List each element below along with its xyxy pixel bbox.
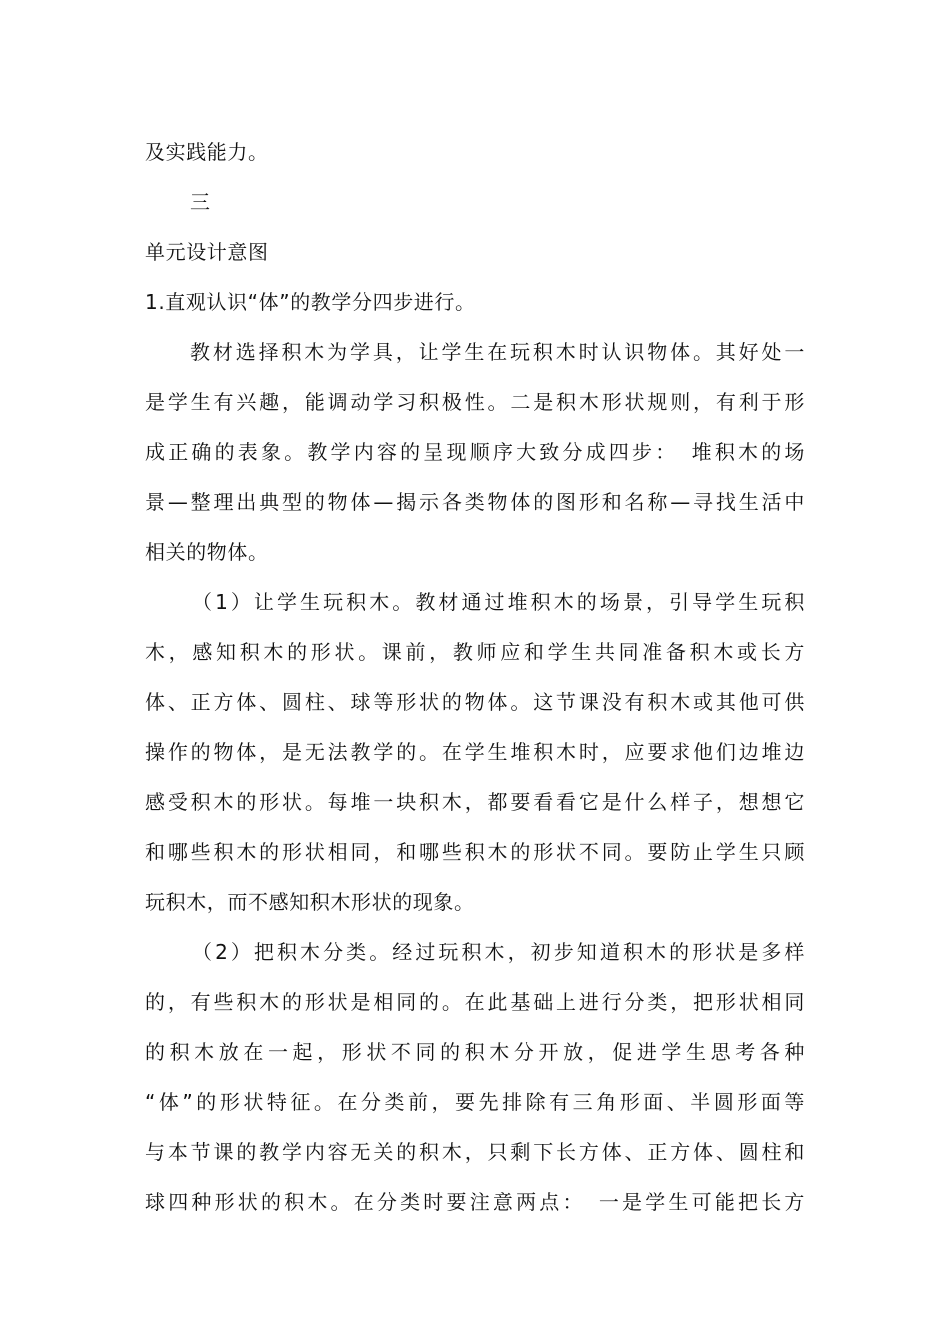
text-line: 及实践能力。 — [145, 140, 269, 164]
paragraph-line: （1）让学生玩积木。教材通过堆积木的场景，引导学生玩积 — [192, 590, 805, 614]
paragraph-line: 景—整理出典型的物体—揭示各类物体的图形和名称—寻找生活中 — [145, 490, 805, 514]
paragraph-line: （2）把积木分类。经过玩积木，初步知道积木的形状是多样 — [192, 940, 805, 964]
paragraph-line: 操作的物体，是无法教学的。在学生堆积木时，应要求他们边堆边 — [145, 740, 805, 764]
paragraph-line: 相关的物体。 — [145, 540, 269, 564]
paragraph-line: 的积木放在一起，形状不同的积木分开放，促进学生思考各种 — [145, 1040, 805, 1064]
section-number: 三 — [190, 190, 211, 214]
paragraph-line: 感受积木的形状。每堆一块积木，都要看看它是什么样子，想想它 — [145, 790, 805, 814]
paragraph-line: 的，有些积木的形状是相同的。在此基础上进行分类，把形状相同 — [145, 990, 805, 1014]
paragraph-line: 成正确的表象。教学内容的呈现顺序大致分成四步： 堆积木的场 — [145, 440, 805, 464]
paragraph-line: 木，感知积木的形状。课前，教师应和学生共同准备积木或长方 — [145, 640, 805, 664]
paragraph-line: 是学生有兴趣，能调动学习积极性。二是积木形状规则，有利于形 — [145, 390, 805, 414]
paragraph-line: 球四种形状的积木。在分类时要注意两点： 一是学生可能把长方 — [145, 1190, 805, 1214]
subsection-heading: 1.直观认识“体”的教学分四步进行。 — [145, 290, 476, 314]
paragraph-line: 和哪些积木的形状相同，和哪些积木的形状不同。要防止学生只顾 — [145, 840, 805, 864]
paragraph-line: 教材选择积木为学具，让学生在玩积木时认识物体。其好处一 — [190, 340, 805, 364]
paragraph-line: 体、正方体、圆柱、球等形状的物体。这节课没有积木或其他可供 — [145, 690, 805, 714]
section-heading: 单元设计意图 — [145, 240, 269, 264]
paragraph-line: 玩积木，而不感知积木形状的现象。 — [145, 890, 475, 914]
paragraph-line: 与本节课的教学内容无关的积木，只剩下长方体、正方体、圆柱和 — [145, 1140, 805, 1164]
paragraph-line: “体”的形状特征。在分类前，要先排除有三角形面、半圆形面等 — [145, 1090, 805, 1114]
